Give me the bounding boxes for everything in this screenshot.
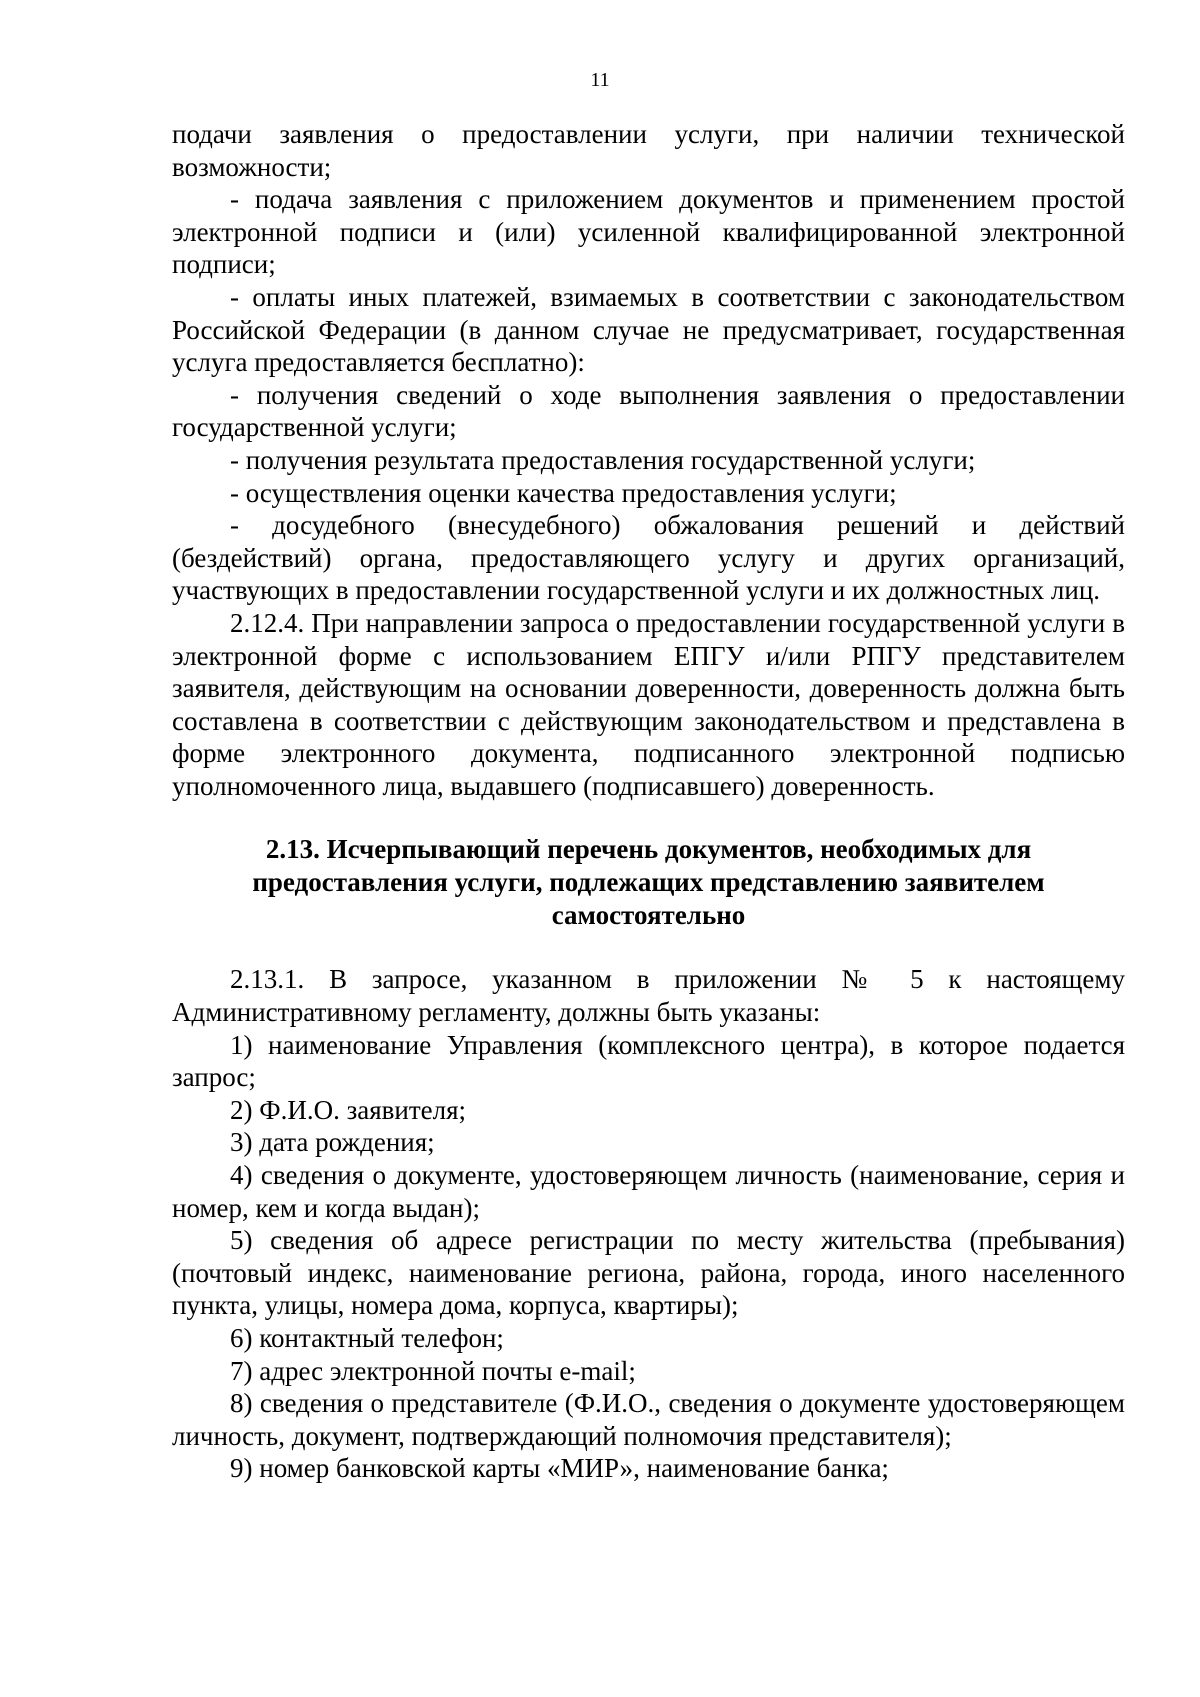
document-body <box>172 118 1125 1485</box>
paragraph-2-13-1: 2.13.1. В запросе, указанном в приложении № 5 к настоящему Административному регламенту, должны быть указаны: <box>172 964 1125 1028</box>
section-heading-2-13: 2.13. Исчерпывающий перечень документов, необходимых для предоставления услуги, подлежащих представлению заявителем самостоятельно <box>252 834 1045 931</box>
list-item-payments: - оплаты иных платежей, взимаемых в соответствии с законодательством Российской Федерации (в данном случае не предусматривает, государственная услуга предоставляется бесплатно): <box>172 281 1125 378</box>
list-item-quality-assessment: - осуществления оценки качества предоставления услуги; <box>230 477 897 508</box>
list-item-6: 6) контактный телефон; <box>230 1323 504 1353</box>
list-item-9: 9) номер банковской карты «МИР», наименование банка; <box>230 1453 889 1484</box>
spacer <box>172 802 1125 833</box>
paragraph-2-12-4: 2.12.4. При направлении запроса о предоставлении государственной услуги в электронной форме с использованием ЕПГУ и/или РПГУ представителем заявителя, действующим на основании доверенности, доверенность должна быть составлена в соответствии с действующим законодательством и представлена в форме электронного документа, подписанного электронной подписью уполномоченного лица, выдавшего (подписавшего) доверенность. <box>172 607 1125 801</box>
spacer <box>172 932 1125 963</box>
list-item-appeal: - досудебного (внесудебного) обжалования решений и действий (бездействий) органа, предоставляющего услугу и других организаций, участвующих в предоставлении государственной услуги и их должностных лиц. <box>172 510 1125 606</box>
list-item-4: 4) сведения о документе, удостоверяющем личность (наименование, серия и номер, кем и когда выдан); <box>172 1160 1125 1223</box>
list-item-5: 5) сведения об адресе регистрации по месту жительства (пребывания) (почтовый индекс, наименование региона, района, города, иного населенного пункта, улицы, номера дома, корпуса, квартиры); <box>172 1225 1125 1321</box>
page-number: 11 <box>590 69 610 91</box>
list-item-7: 7) адрес электронной почты e-mail; <box>230 1355 636 1386</box>
list-item-3: 3) дата рождения; <box>230 1127 435 1158</box>
list-item-result: - получения результата предоставления государственной услуги; <box>230 444 976 475</box>
list-item-2: 2) Ф.И.О. заявителя; <box>230 1094 467 1125</box>
list-item-8: 8) сведения о представителе (Ф.И.О., сведения о документе удостоверяющем личность, документ, подтверждающий полномочия представителя); <box>172 1388 1125 1451</box>
list-item-digital-signature: - подача заявления с приложением документов и применением простой электронной подписи и (или) усиленной квалифицированной электронной подписи; <box>172 184 1125 280</box>
list-item-status-info: - получения сведений о ходе выполнения заявления о предоставлении государственной услуги; <box>172 379 1125 443</box>
paragraph-continuation: подачи заявления о предоставлении услуги, при наличии технической возможности; <box>172 119 1125 182</box>
list-item-1: 1) наименование Управления (комплексного центра), в которое подается запрос; <box>172 1029 1125 1093</box>
